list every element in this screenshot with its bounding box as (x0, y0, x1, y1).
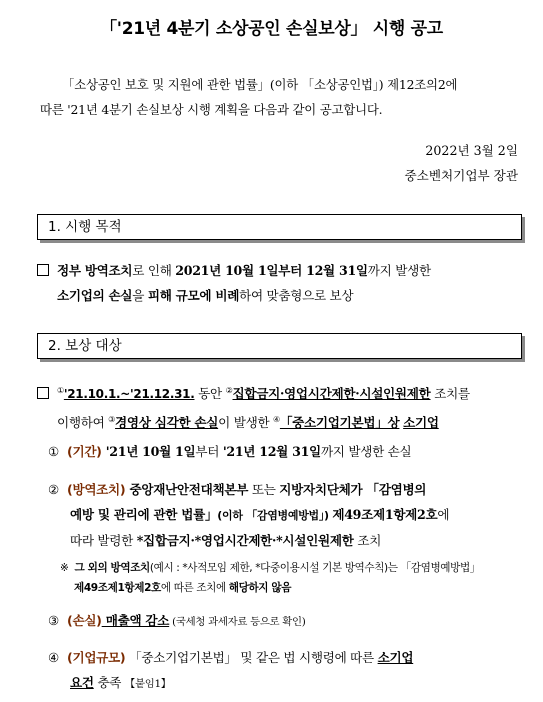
circled-number: ④ (48, 650, 59, 665)
attachment-ref: 【붙임1】 (124, 678, 171, 690)
s2-law: 「중소기업기본법」상 (279, 415, 400, 430)
issuing-authority: 중소벤처기업부 장관 (404, 168, 518, 183)
note-text: 에 따른 조치에 (160, 582, 229, 594)
note-block (60, 558, 530, 598)
s1-period: 2021년 10월 1일부터 12월 31일 (175, 263, 368, 278)
note-text: (예시 : *사적모임 제한, *다중이용시설 기본 방역수칙)는 「감염병예방법」 (149, 562, 480, 574)
item-text: 소기업 (377, 650, 414, 665)
item-text: '21년 12월 31일 (222, 444, 321, 459)
issue-date: 2022년 3월 2일 (425, 143, 518, 158)
note-text: 제49조제1항제2호 (74, 582, 161, 594)
item-text: (국세청 과세자료 등으로 확인) (169, 616, 306, 628)
item-loss (48, 608, 528, 635)
item-text: 제49조제1항제2호 (332, 507, 438, 522)
s2-text: 조치를 (430, 386, 470, 401)
ref-1: ① (57, 386, 64, 395)
item-text: 조치 (353, 533, 382, 548)
section-1-heading: 1. 시행 목적 (37, 214, 522, 240)
s2-text: 이행하여 (57, 415, 109, 430)
s2-text: 이 발생한 (218, 415, 274, 430)
s1-text: 까지 발생한 (367, 263, 431, 278)
item-label: (기업규모) (67, 650, 126, 665)
item-text: 예방 및 관리에 관한 법률」 (70, 507, 218, 522)
item-measures (48, 477, 533, 553)
ref-4: ④ (273, 415, 280, 424)
item-label: (손실) (67, 613, 102, 628)
ref-3: ③ (108, 415, 116, 424)
s1-text: 하여 맞춤형으로 보상 (239, 288, 354, 303)
item-text: 지방자치단체 (279, 482, 351, 497)
item-text: 매출액 감소 (101, 613, 170, 628)
s2-measures: 집합금지·영업시간제한·시설인원제한 (232, 386, 431, 401)
item-text: (이하 「감염병예방법」) (217, 509, 333, 522)
item-text: 중앙재난안전대책본부 (125, 482, 249, 497)
intro-line-2: 따른 '21년 4분기 손실보상 시행 계획을 다음과 같이 공고합니다. (40, 102, 383, 117)
item-text: 따라 발령한 (70, 533, 137, 548)
note-text: 그 외의 방역조치 (74, 562, 150, 574)
s2-small-biz: 소기업 (403, 415, 439, 430)
ref-2: ② (225, 386, 233, 395)
s1-text: 로 인해 (132, 263, 176, 278)
section-2-paragraph (37, 378, 527, 435)
note-text: 해당하지 않음 (228, 582, 292, 594)
checkbox-square-icon (37, 264, 49, 276)
item-period (48, 439, 528, 464)
item-text: 요건 (70, 675, 94, 690)
item-text: 에 (437, 507, 450, 522)
item-company-size (48, 645, 533, 697)
circled-number: ③ (48, 613, 59, 628)
item-text: 까지 발생한 손실 (320, 444, 412, 459)
intro-paragraph (40, 72, 522, 122)
s2-text: 동안 (194, 386, 226, 401)
item-text: *집합금지·*영업시간제한·*시설인원제한 (136, 533, 354, 548)
item-label: (기간) (67, 444, 102, 459)
s1-proportional: 피해 규모에 비례 (147, 288, 240, 303)
item-text: 부터 (195, 444, 223, 459)
section-2-heading: 2. 보상 대상 (37, 333, 522, 359)
circled-number: ① (48, 444, 59, 459)
s1-text: 을 (132, 288, 148, 303)
checkbox-square-icon (37, 387, 49, 399)
item-text: 「중소기업기본법」 및 같은 법 시행령에 따른 (125, 650, 378, 665)
section-1-paragraph (37, 258, 527, 308)
s1-small-biz-loss: 소기업의 손실 (57, 288, 133, 303)
issue-block (405, 138, 519, 188)
circled-number: ② (48, 482, 59, 497)
note-mark: ※ (60, 562, 69, 574)
page-title: 「'21년 4분기 소상공인 손실보상」 시행 공고 (100, 19, 443, 39)
item-label: (방역조치) (67, 482, 126, 497)
s2-loss: 경영상 심각한 손실 (115, 415, 219, 430)
item-text: 가 「감염병의 (350, 482, 427, 497)
s1-govt-measures: 정부 방역조치 (57, 263, 133, 278)
item-text: 또는 (248, 482, 280, 497)
item-text: '21년 10월 1일 (101, 444, 196, 459)
s2-period: '21.10.1.~'21.12.31. (63, 387, 195, 401)
item-text: 충족 (93, 675, 125, 690)
intro-line-1: 「소상공인 보호 및 지원에 관한 법률」(이하 「소상공인법」) 제12조의2에 (62, 77, 458, 92)
